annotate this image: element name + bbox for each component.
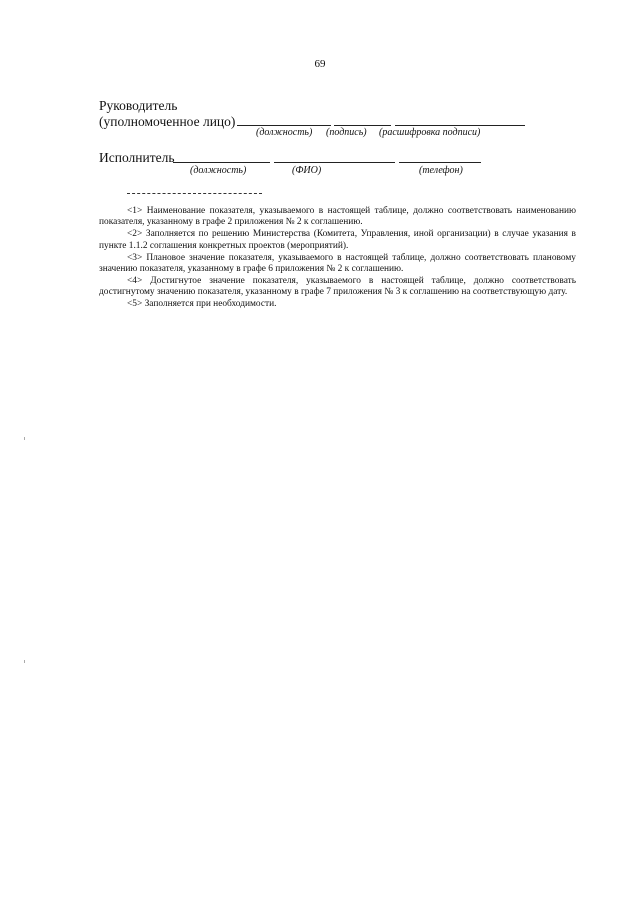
executor-phone-caption: (телефон): [419, 165, 463, 176]
executor-position-line: [173, 162, 270, 163]
executor-name-caption: (ФИО): [292, 165, 322, 176]
head-signature-caption: (подпись): [326, 127, 367, 138]
scan-edge-mark: [24, 660, 25, 663]
footnote-4: <4> Достигнутое значение показателя, указываемого в настоящей таблице, должно соответствовать достигнутому значению показателя, указанному в графе 7 приложения № 3 к соглашению на соответствующую дату.: [99, 275, 576, 298]
head-sublabel: (уполномоченное лицо): [99, 114, 236, 129]
footnote-separator: [127, 193, 262, 194]
head-signature-line: [334, 125, 391, 126]
head-decoding-caption: (расшифровка подписи): [379, 127, 481, 138]
scan-edge-mark: [24, 437, 25, 440]
footnotes: [99, 206, 576, 311]
page-number: 69: [314, 58, 326, 70]
head-position-caption: (должность): [256, 127, 313, 138]
footnote-1: <1> Наименование показателя, указываемого в настоящей таблице, должно соответствовать наименованию показателя, указанному в графе 2 приложения № 2 к соглашению.: [99, 206, 576, 228]
executor-position-caption: (должность): [190, 165, 247, 176]
footnote-3: <3> Плановое значение показателя, указываемого в настоящей таблице, должно соответствовать плановому значению показателя, указанному в графе 6 приложения № 2 к соглашению.: [99, 252, 576, 275]
executor-label: Исполнитель: [99, 150, 175, 165]
executor-name-line: [274, 162, 395, 163]
executor-phone-line: [399, 162, 481, 163]
head-position-line: [237, 125, 331, 126]
footnote-2: <2> Заполняется по решению Министерства (Комитета, Управления, иной организации) в случае указания в пункте 1.1.2 соглашения конкретных проектов (мероприятий).: [99, 229, 576, 251]
head-label: Руководитель: [99, 98, 178, 113]
footnote-5: <5> Заполняется при необходимости.: [127, 299, 277, 310]
head-decoding-line: [395, 125, 525, 126]
